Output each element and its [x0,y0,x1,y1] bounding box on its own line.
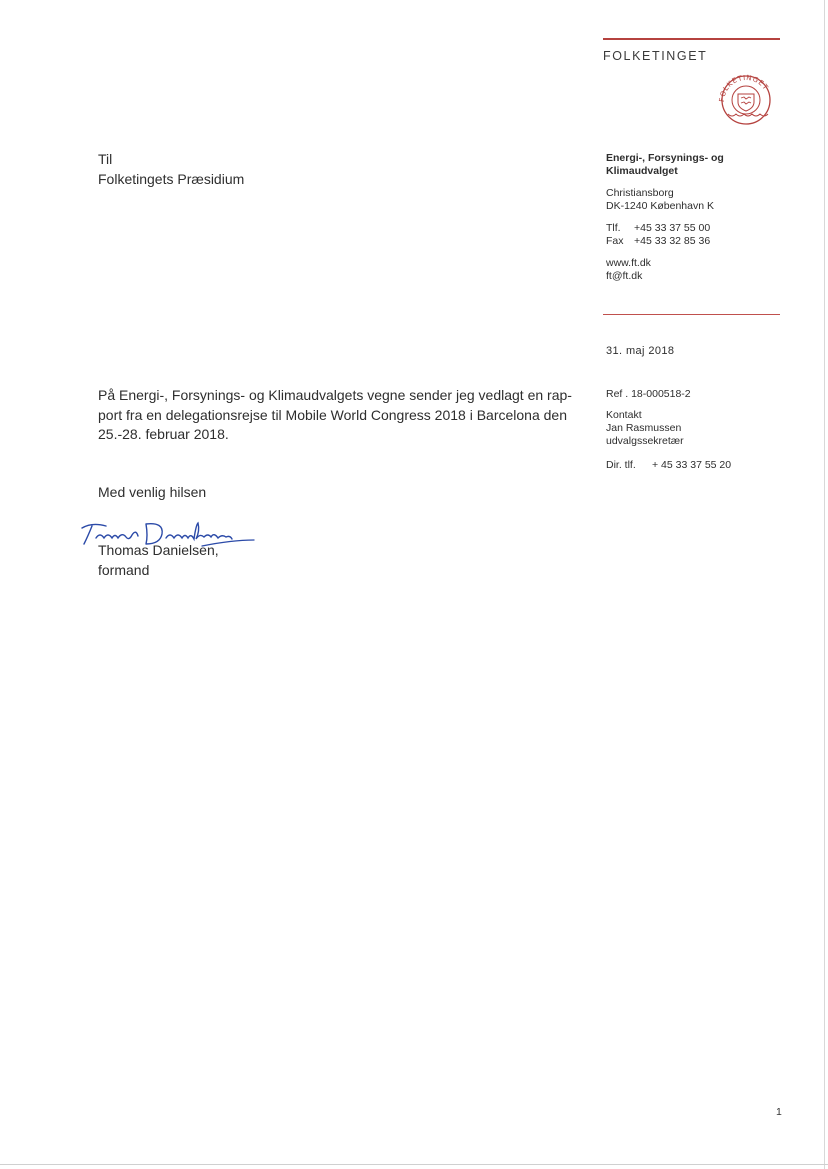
to-label: Til [98,151,113,167]
committee-line-2: Klimaudvalget [606,165,678,177]
fax-label: Fax [606,235,624,247]
phone-row [606,222,710,235]
phone-label: Tlf. [606,222,621,234]
direct-phone-row [606,459,731,472]
body-line-1: På Energi-, Forsynings- og Klimaudvalgets vegne sender jeg vedlagt en rap- [98,387,572,403]
header-top-rule [603,38,780,40]
contact-block [606,409,684,448]
recipient-name: Folketingets Præsidium [98,170,245,187]
page-edge-right [824,0,825,1169]
address-block [606,187,714,213]
closing-greeting: Med venlig hilsen [98,484,207,500]
fax-value: +45 33 32 85 36 [634,235,711,247]
fax-row [606,235,710,248]
folketinget-seal-icon [712,74,780,126]
web-block [606,257,651,283]
phone-block [606,222,710,248]
website-link[interactable]: www.ft.dk [606,257,651,269]
signature-block [98,541,219,580]
phone-value: +45 33 37 55 00 [634,222,711,234]
svg-text:FOLKETINGET: FOLKETINGET [717,74,770,103]
page-edge-bottom [0,1164,828,1165]
committee-name [606,152,776,178]
sidebar-divider [603,314,780,315]
letter-body [98,386,572,445]
address-line-1: Christiansborg [606,187,674,199]
contact-name: Jan Rasmussen [606,422,682,434]
direct-phone-value: + 45 33 37 55 20 [652,459,732,471]
committee-line-1: Energi-, Forsynings- og [606,152,724,164]
address-line-2: DK-1240 København K [606,200,714,212]
contact-label: Kontakt [606,409,642,421]
org-name: FOLKETINGET [603,49,708,63]
signer-name: Thomas Danielsen, [98,542,219,558]
contact-title: udvalgssekretær [606,435,684,447]
body-line-2: port fra en delegationsrejse til Mobile World Congress 2018 i Barcelona den [98,406,568,423]
signer-title: formand [98,561,150,578]
page-number: 1 [776,1106,782,1118]
reference-number: Ref . 18-000518-2 [606,388,691,400]
direct-phone-label: Dir. tlf. [606,459,636,471]
body-line-3: 25.-28. februar 2018. [98,426,229,442]
letter-date: 31. maj 2018 [606,345,675,357]
recipient-block [98,150,244,189]
email-link[interactable]: ft@ft.dk [606,270,643,282]
